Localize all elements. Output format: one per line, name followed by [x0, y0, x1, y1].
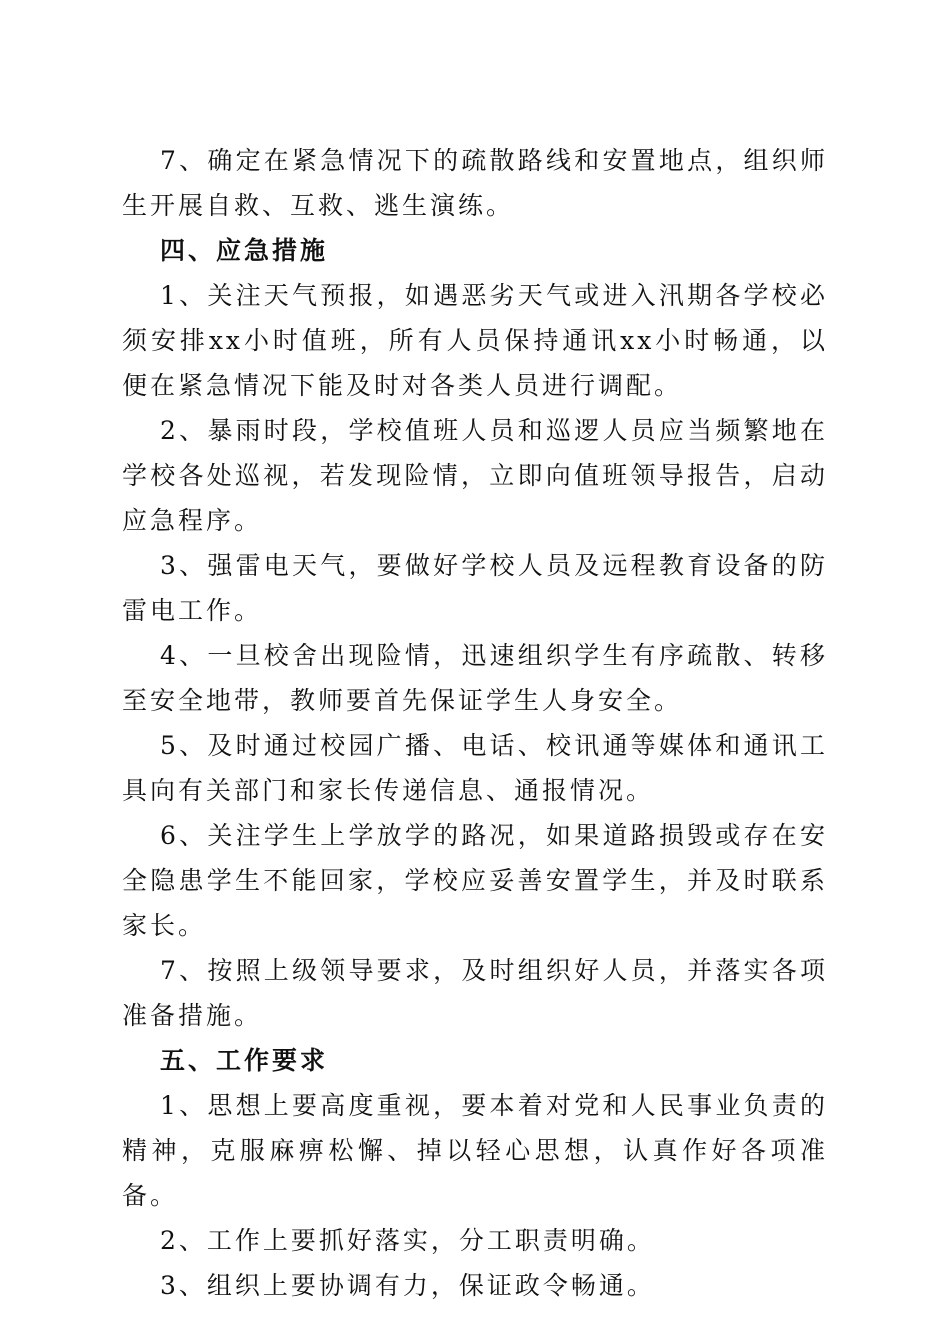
paragraph-road-conditions: 6、关注学生上学放学的路况，如果道路损毁或存在安全隐患学生不能回家，学校应妥善安置学生，并及时联系家长。: [122, 821, 828, 940]
paragraph-building-danger: 4、一旦校舍出现险情，迅速组织学生有序疏散、转移至安全地带，教师要首先保证学生人身安全。: [122, 641, 828, 715]
paragraph-information-broadcast: 5、及时通过校园广播、电话、校讯通等媒体和通讯工具向有关部门和家长传递信息、通报情况。: [122, 731, 828, 805]
paragraph-lightning-protection: 3、强雷电天气，要做好学校人员及远程教育设备的防雷电工作。: [122, 551, 828, 625]
paragraph-evacuation-drill: 7、确定在紧急情况下的疏散路线和安置地点，组织师生开展自救、互救、逃生演练。: [122, 146, 828, 220]
paragraph-rainstorm-patrol: 2、暴雨时段，学校值班人员和巡逻人员应当频繁地在学校各处巡视，若发现险情，立即向值班领导报告，启动应急程序。: [122, 416, 828, 535]
paragraph-superior-requirements: 7、按照上级领导要求，及时组织好人员，并落实各项准备措施。: [122, 956, 828, 1030]
paragraph-weather-forecast: 1、关注天气预报，如遇恶劣天气或进入汛期各学校必须安排xx小时值班，所有人员保持通讯xx小时畅通，以便在紧急情况下能及时对各类人员进行调配。: [122, 281, 828, 400]
paragraph-organization-coordination: 3、组织上要协调有力，保证政令畅通。: [160, 1271, 655, 1300]
section-heading-work-requirements: 五、工作要求: [160, 1046, 329, 1075]
section-heading-emergency-measures: 四、应急措施: [160, 236, 329, 265]
document-body: [122, 138, 828, 1308]
paragraph-ideological-attention: 1、思想上要高度重视，要本着对党和人民事业负责的精神，克服麻痹松懈、掉以轻心思想，认真作好各项准备。: [122, 1091, 828, 1210]
paragraph-work-implementation: 2、工作上要抓好落实，分工职责明确。: [160, 1226, 655, 1255]
